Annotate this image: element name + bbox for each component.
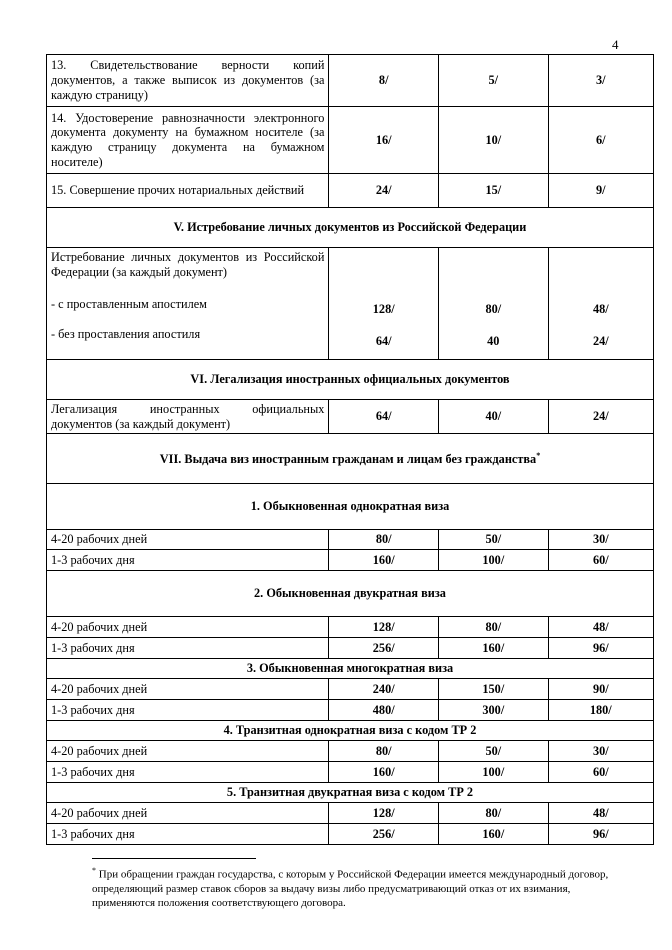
fee-value: 180/ — [548, 700, 653, 721]
row-label-item: - без проставления апостиля — [51, 327, 201, 342]
row-label: 15. Совершение прочих нотариальных действий — [47, 174, 329, 208]
section-header — [47, 208, 654, 248]
visa-title: 5. Транзитная двукратная виза с кодом ТР 2 — [47, 783, 654, 803]
row-label-main: Истребование личных документов из Российской Федерации (за каждый документ) — [51, 250, 325, 279]
section-title: V. Истребование личных документов из Российской Федерации — [47, 208, 654, 248]
section-header — [47, 434, 654, 484]
table-row — [47, 107, 654, 174]
table-row — [47, 530, 654, 550]
visa-title: 4. Транзитная однократная виза с кодом ТР 2 — [47, 721, 654, 741]
section-title — [47, 434, 654, 484]
visa-title: 2. Обыкновенная двукратная виза — [47, 571, 654, 617]
fee-value: 24/ — [329, 174, 439, 208]
fee-value: 96/ — [548, 638, 653, 659]
fee-value: 30/ — [548, 741, 653, 762]
visa-subheader — [47, 783, 654, 803]
fee-value: 256/ — [329, 824, 439, 845]
visa-subheader — [47, 721, 654, 741]
table-row — [47, 741, 654, 762]
fee-value: 40/ — [439, 400, 549, 434]
fee-value: 24/ — [548, 400, 653, 434]
table-row — [47, 803, 654, 824]
visa-subheader — [47, 659, 654, 679]
fee-value: 128/ — [329, 803, 439, 824]
fee-value: 50/ — [439, 530, 549, 550]
row-label: 1-3 рабочих дня — [47, 550, 329, 571]
fee-value: 8/ — [329, 55, 439, 107]
table-row — [47, 762, 654, 783]
row-label: 4-20 рабочих дней — [47, 530, 329, 550]
fee-value: 24/ — [592, 333, 609, 348]
fee-value: 100/ — [439, 762, 549, 783]
fee-value: 160/ — [439, 638, 549, 659]
fee-value: 300/ — [439, 700, 549, 721]
fee-value: 128/ — [329, 617, 439, 638]
table-row — [47, 248, 654, 360]
row-label — [47, 248, 329, 360]
row-label: 1-3 рабочих дня — [47, 762, 329, 783]
fee-value: 15/ — [439, 174, 549, 208]
fee-value: 60/ — [548, 762, 653, 783]
table-row — [47, 638, 654, 659]
row-label: 4-20 рабочих дней — [47, 617, 329, 638]
row-label: 1-3 рабочих дня — [47, 824, 329, 845]
footnote — [92, 866, 632, 911]
fee-value: 6/ — [548, 107, 653, 174]
row-label: 1-3 рабочих дня — [47, 700, 329, 721]
table-row — [47, 700, 654, 721]
fee-value: 10/ — [439, 107, 549, 174]
fee-value: 160/ — [329, 550, 439, 571]
fee-value: 64/ — [375, 333, 392, 348]
fee-value: 100/ — [439, 550, 549, 571]
fee-value: 480/ — [329, 700, 439, 721]
fee-value: 80/ — [439, 803, 549, 824]
fee-value: 48/ — [548, 803, 653, 824]
table-row — [47, 679, 654, 700]
fee-value: 30/ — [548, 530, 653, 550]
row-label: 4-20 рабочих дней — [47, 803, 329, 824]
visa-title: 1. Обыкновенная однократная виза — [47, 484, 654, 530]
fee-value: 96/ — [548, 824, 653, 845]
row-label-item: - с проставленным апостилем — [51, 296, 207, 311]
footnote-separator — [92, 858, 256, 859]
table-row — [47, 400, 654, 434]
visa-title: 3. Обыкновенная многократная виза — [47, 659, 654, 679]
fee-value-cell — [439, 248, 549, 360]
fee-value: 160/ — [439, 824, 549, 845]
table-row — [47, 824, 654, 845]
page-number: 4 — [612, 37, 619, 52]
fee-value: 160/ — [329, 762, 439, 783]
table-row — [47, 55, 654, 107]
row-label: 13. Свидетельствование верности копий документов, а также выписок из документов (за каждую страницу) — [47, 55, 329, 107]
fee-value: 9/ — [548, 174, 653, 208]
fee-value: 80/ — [485, 302, 502, 316]
footnote-mark: * — [92, 866, 96, 875]
section-header — [47, 360, 654, 400]
fee-value: 128/ — [372, 302, 395, 316]
fee-value: 40 — [487, 333, 500, 348]
visa-subheader — [47, 571, 654, 617]
fee-value: 48/ — [548, 617, 653, 638]
fee-value: 5/ — [439, 55, 549, 107]
fee-value: 240/ — [329, 679, 439, 700]
fee-value: 16/ — [329, 107, 439, 174]
fee-value: 48/ — [592, 302, 609, 316]
fee-value: 50/ — [439, 741, 549, 762]
fee-value-cell — [329, 248, 439, 360]
row-label: 1-3 рабочих дня — [47, 638, 329, 659]
fee-value: 80/ — [329, 530, 439, 550]
fee-value: 150/ — [439, 679, 549, 700]
row-label: 14. Удостоверение равнозначности электронного документа документу на бумажном носителе (за каждую страницу документа на бумажном носителе) — [47, 107, 329, 174]
fee-value: 3/ — [548, 55, 653, 107]
visa-subheader — [47, 484, 654, 530]
footnote-text: При обращении граждан государства, с которым у Российской Федерации имеется международный договор, определяющий размер ставок сборов за выдачу визы либо предусматривающий отказ от их взимания, применяются положения соответствующего договора. — [92, 868, 609, 910]
row-label: Легализация иностранных официальных документов (за каждый документ) — [47, 400, 329, 434]
section-title: VI. Легализация иностранных официальных документов — [47, 360, 654, 400]
fee-value: 256/ — [329, 638, 439, 659]
section-title-text: VII. Выдача виз иностранным гражданам и лицам без гражданства — [159, 451, 537, 466]
fee-value: 80/ — [439, 617, 549, 638]
fee-table — [46, 54, 654, 845]
fee-value: 80/ — [329, 741, 439, 762]
fee-value: 64/ — [329, 400, 439, 434]
row-label: 4-20 рабочих дней — [47, 679, 329, 700]
table-row — [47, 174, 654, 208]
row-label: 4-20 рабочих дней — [47, 741, 329, 762]
fee-value: 90/ — [548, 679, 653, 700]
fee-value: 60/ — [548, 550, 653, 571]
fee-value-cell — [548, 248, 653, 360]
footnote-marker: * — [536, 450, 541, 460]
table-row — [47, 550, 654, 571]
table-row — [47, 617, 654, 638]
